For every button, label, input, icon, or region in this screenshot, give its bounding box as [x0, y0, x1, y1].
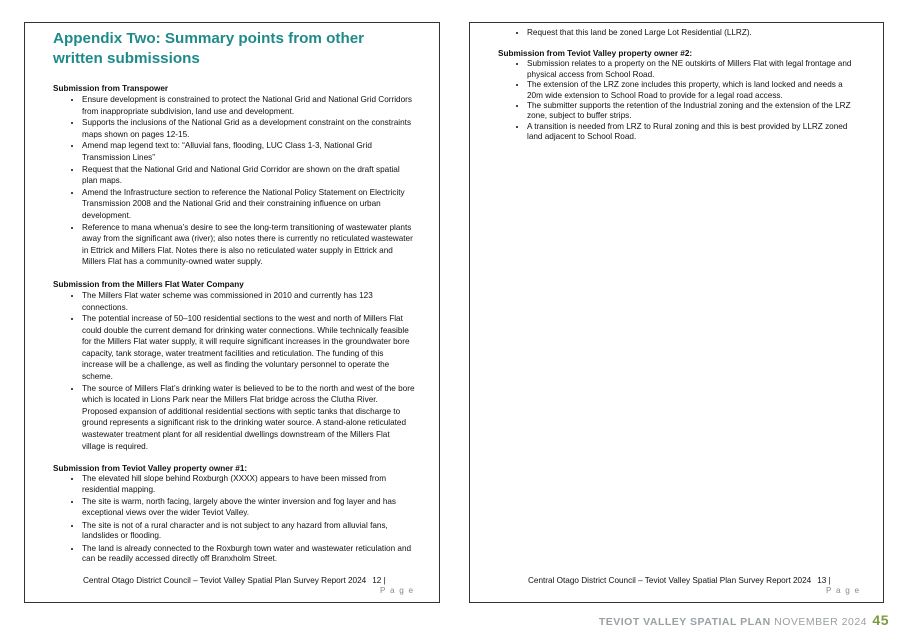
- list-item: • The source of Millers Flat’s drinking water is believed to be to the north and west of the bore which is located in Lions Park near the Millers Flat bridge across the Clutha River. Proposed expansion of additional residential sections with septic tanks that discharge to ground represents a significant risk to the drinking water source. A stand-alone reticulated wastewater treatment plant for all residential dwellings downstream of the Millers Flat village is required.: [82, 383, 415, 453]
- page-footer: [528, 575, 831, 587]
- banner-page-number: 45: [872, 612, 889, 628]
- report-page-right: [469, 22, 884, 603]
- footer-page-number: 12 |: [372, 576, 386, 585]
- footer-page-label: P a g e: [826, 586, 861, 595]
- footer-text: Central Otago District Council – Teviot Valley Spatial Plan Survey Report 2024: [83, 576, 367, 585]
- list-item: • The potential increase of 50–100 residential sections to the west and north of Millers Flat could double the current demand for drinking water connections. While technically feasible for the Millers Flat water supply, it will require significant increases in the groundwater bore capacity, tank storage, water treatment facilities and reticulation. The funding of this increase will be a challenge, as well as finding the voluntary personnel to operate the scheme.: [82, 313, 415, 383]
- footer-page-number: 13 |: [817, 576, 831, 585]
- owner-2-bullets: [498, 59, 859, 142]
- list-item: • Reference to mana whenua’s desire to see the long-term transitioning of wastewater plants away from the significant awa (river); also notes there is currently no reticulated wastewater in Ettrick and Millers Flat. Notes there is also no reticulated water supply in Ettrick and Millers Flat has a community-owned water supply.: [82, 222, 415, 268]
- list-item: • The elevated hill slope behind Roxburgh (XXXX) appears to have been missed from residential mapping.: [82, 474, 415, 495]
- list-item: • Amend map legend text to: “Alluvial fans, flooding, LUC Class 1-3, National Grid Transmission Lines”: [82, 140, 415, 163]
- transpower-bullets: [53, 94, 415, 268]
- list-item: • The land is already connected to the Roxburgh town water and wastewater reticulation and can be readily accessed directly off Branxholm Street.: [82, 544, 415, 565]
- banner-title: TEVIOT VALLEY SPATIAL PLAN: [598, 616, 771, 628]
- list-item: • Request that this land be zoned Large Lot Residential (LLRZ).: [527, 28, 859, 38]
- section-title-water-company: Submission from the Millers Flat Water Company: [53, 279, 244, 289]
- list-item: • Ensure development is constrained to protect the National Grid and National Grid Corridors from inappropriate subdivision, land use and development.: [82, 94, 415, 117]
- section-title-owner-1: Submission from Teviot Valley property owner #1:: [53, 464, 248, 474]
- appendix-heading: Appendix Two: Summary points from other written submissions: [53, 30, 365, 67]
- list-item: • The site is not of a rural character and is not subject to any hazard from alluvial fans, landslides or flooding.: [82, 521, 415, 542]
- list-item: • The Millers Flat water scheme was commissioned in 2010 and currently has 123 connections.: [82, 290, 415, 313]
- list-item: • Amend the Infrastructure section to reference the National Policy Statement on Electricity Transmission 2008 and the National Grid and their constraining influence on urban development.: [82, 187, 415, 222]
- footer-page-label: P a g e: [380, 586, 415, 595]
- banner-date: NOVEMBER 2024: [774, 616, 867, 628]
- list-item: • The submitter supports the retention of the Industrial zoning and the extension of the LRZ zone, subject to buffer strips.: [527, 101, 859, 122]
- list-item: • The extension of the LRZ zone includes this property, which is land locked and needs a 20m wide extension to School Road to provide for a legal road access.: [527, 80, 859, 101]
- footer-text: Central Otago District Council – Teviot Valley Spatial Plan Survey Report 2024: [528, 576, 812, 585]
- section-title-owner-2: Submission from Teviot Valley property owner #2:: [498, 49, 693, 59]
- list-item: • A transition is needed from LRZ to Rural zoning and this is best provided by LLRZ zoned land adjacent to School Road.: [527, 122, 859, 143]
- owner-1-bullets: [53, 474, 415, 565]
- list-item: • Submission relates to a property on the NE outskirts of Millers Flat with legal frontage and physical access from School Road.: [527, 59, 859, 80]
- section-title-transpower: Submission from Transpower: [53, 84, 169, 93]
- list-item: • Request that the National Grid and National Grid Corridor are shown on the draft spatial plan maps.: [82, 164, 415, 187]
- list-item: • Supports the inclusions of the National Grid as a development constraint on the constraints maps shown on pages 12-15.: [82, 117, 415, 140]
- continued-bullets: [498, 28, 859, 38]
- report-page-left: [24, 22, 440, 603]
- page-footer: [83, 575, 386, 587]
- list-item: • The site is warm, north facing, largely above the winter inversion and fog layer and has exceptional views over the wider Teviot Valley.: [82, 497, 415, 518]
- water-company-bullets: [53, 290, 415, 452]
